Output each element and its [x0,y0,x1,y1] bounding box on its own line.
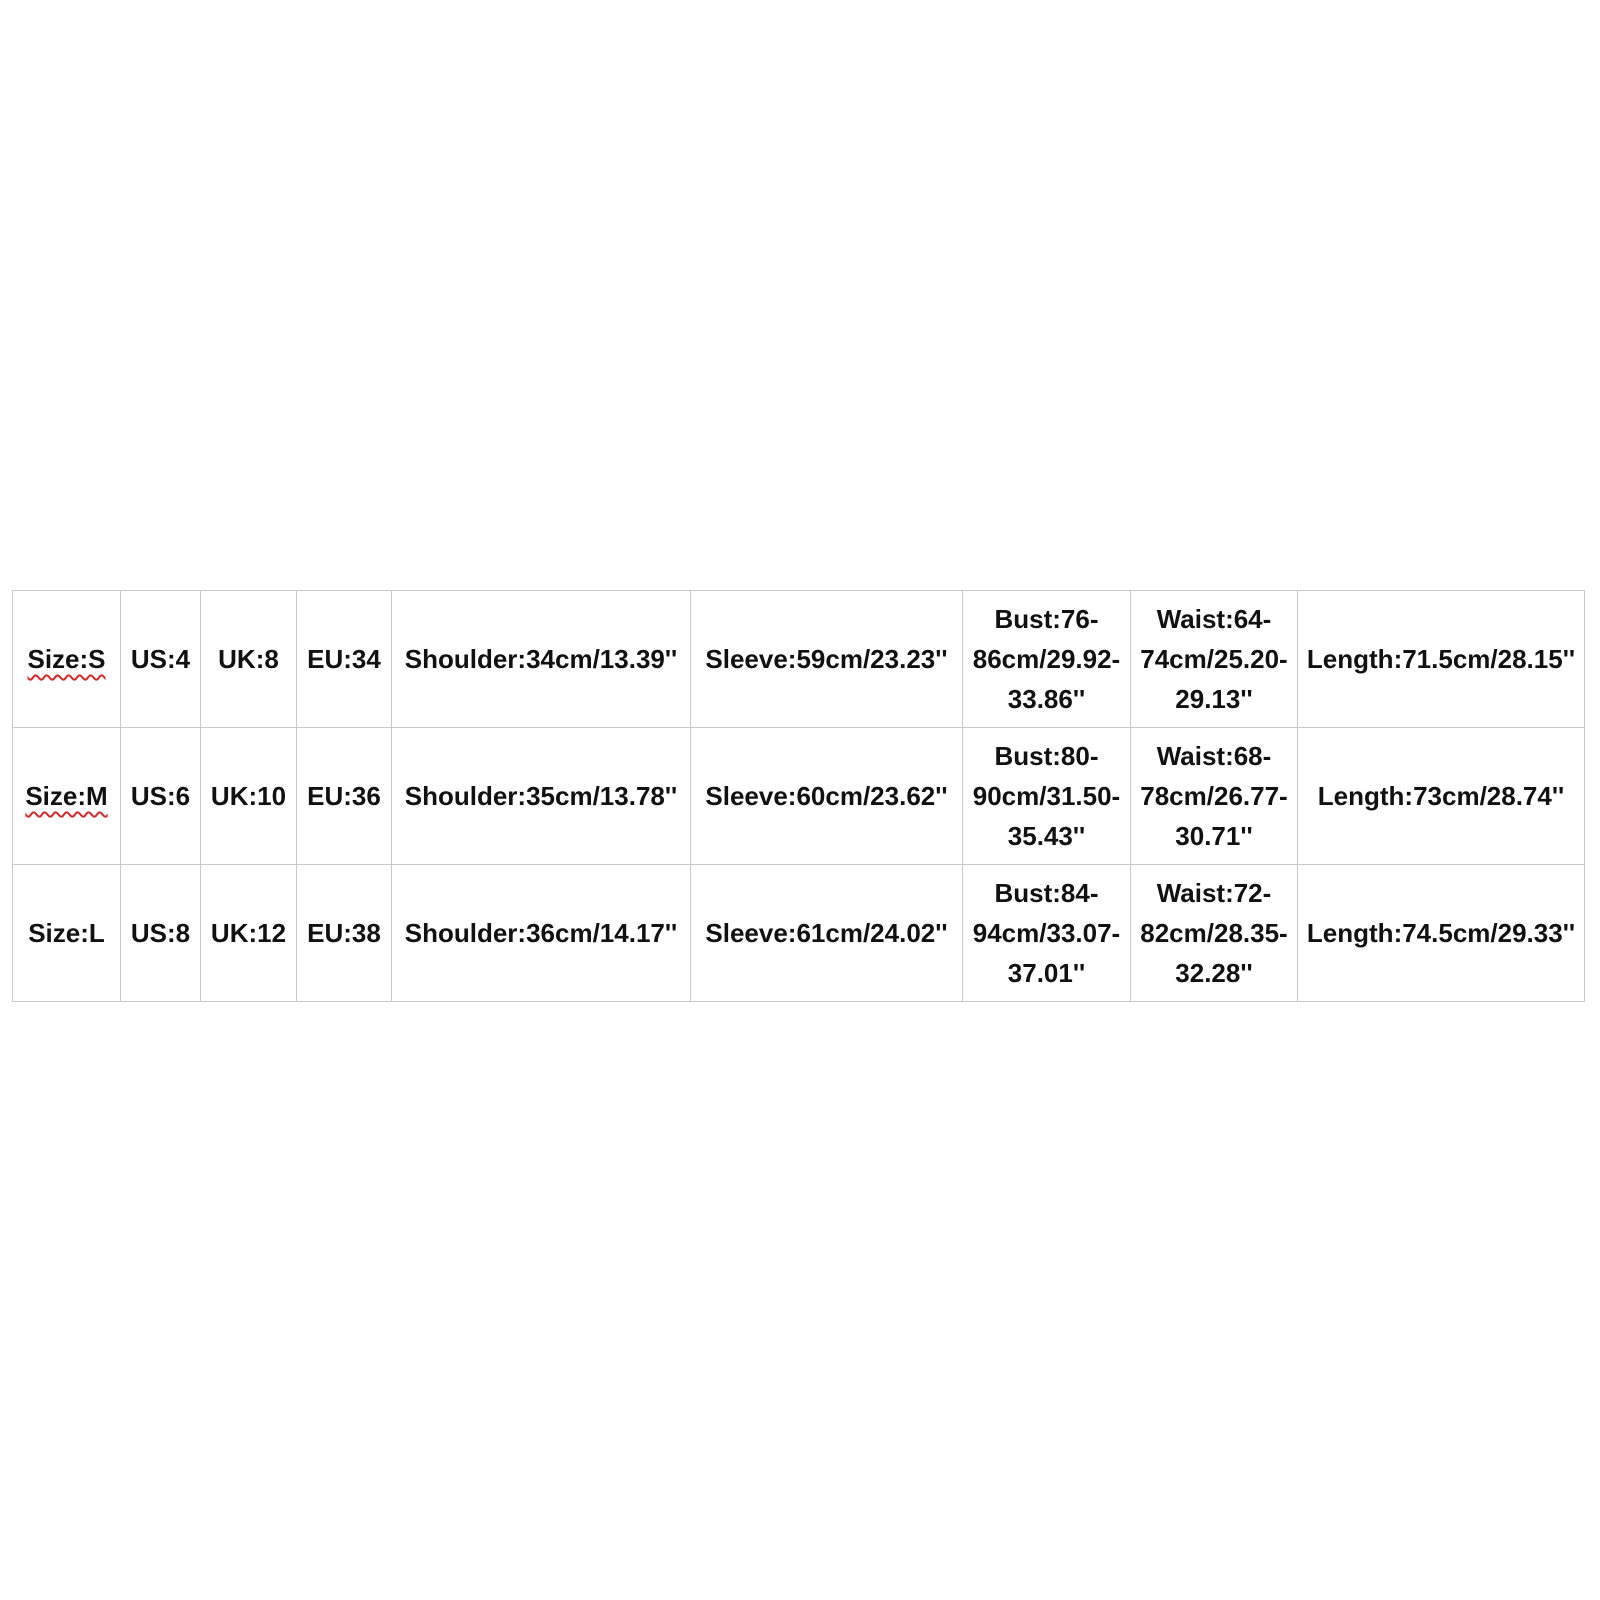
uk-size-cell: UK:10 [201,728,297,865]
size-chart-table [12,590,1585,1002]
us-size-cell: US:6 [121,728,201,865]
waist-line-2: 78cm/26.77- [1140,781,1288,811]
bust-line-1: Bust:80- [994,741,1099,771]
eu-size-cell: EU:38 [297,865,392,1002]
bust-line-3: 35.43'' [1007,821,1086,851]
shoulder-cell: Shoulder:35cm/13.78'' [392,728,691,865]
waist-line-1: Waist:64- [1156,604,1272,634]
size-label: Size:S [27,644,106,674]
shoulder-cell: Shoulder:36cm/14.17'' [392,865,691,1002]
table-row-size-m [13,728,1585,865]
waist-cell [1131,591,1298,728]
eu-size-cell: EU:36 [297,728,392,865]
table-row-size-s [13,591,1585,728]
bust-line-2: 86cm/29.92- [972,644,1121,674]
bust-line-1: Bust:76- [994,604,1099,634]
bust-line-2: 94cm/33.07- [972,918,1121,948]
length-cell: Length:73cm/28.74'' [1298,728,1585,865]
sleeve-cell: Sleeve:60cm/23.62'' [691,728,963,865]
waist-cell [1131,865,1298,1002]
uk-size-cell: UK:12 [201,865,297,1002]
bust-line-1: Bust:84- [994,878,1099,908]
waist-line-3: 32.28'' [1175,958,1253,988]
size-label: Size:M [25,781,108,811]
table-row-size-l [13,865,1585,1002]
sleeve-cell: Sleeve:59cm/23.23'' [691,591,963,728]
waist-line-2: 74cm/25.20- [1140,644,1288,674]
size-cell [13,591,121,728]
bust-cell [963,865,1131,1002]
bust-line-3: 33.86'' [1007,684,1086,714]
length-cell: Length:71.5cm/28.15'' [1298,591,1585,728]
us-size-cell: US:8 [121,865,201,1002]
size-cell [13,865,121,1002]
uk-size-cell: UK:8 [201,591,297,728]
length-cell: Length:74.5cm/29.33'' [1298,865,1585,1002]
shoulder-cell: Shoulder:34cm/13.39'' [392,591,691,728]
bust-line-2: 90cm/31.50- [972,781,1121,811]
waist-line-3: 29.13'' [1175,684,1253,714]
size-cell [13,728,121,865]
waist-line-3: 30.71'' [1175,821,1253,851]
sleeve-cell: Sleeve:61cm/24.02'' [691,865,963,1002]
bust-cell [963,728,1131,865]
waist-line-1: Waist:72- [1156,878,1272,908]
waist-cell [1131,728,1298,865]
bust-line-3: 37.01'' [1007,958,1086,988]
waist-line-1: Waist:68- [1156,741,1272,771]
eu-size-cell: EU:34 [297,591,392,728]
size-label: Size:L [28,918,105,948]
us-size-cell: US:4 [121,591,201,728]
bust-cell [963,591,1131,728]
waist-line-2: 82cm/28.35- [1140,918,1288,948]
